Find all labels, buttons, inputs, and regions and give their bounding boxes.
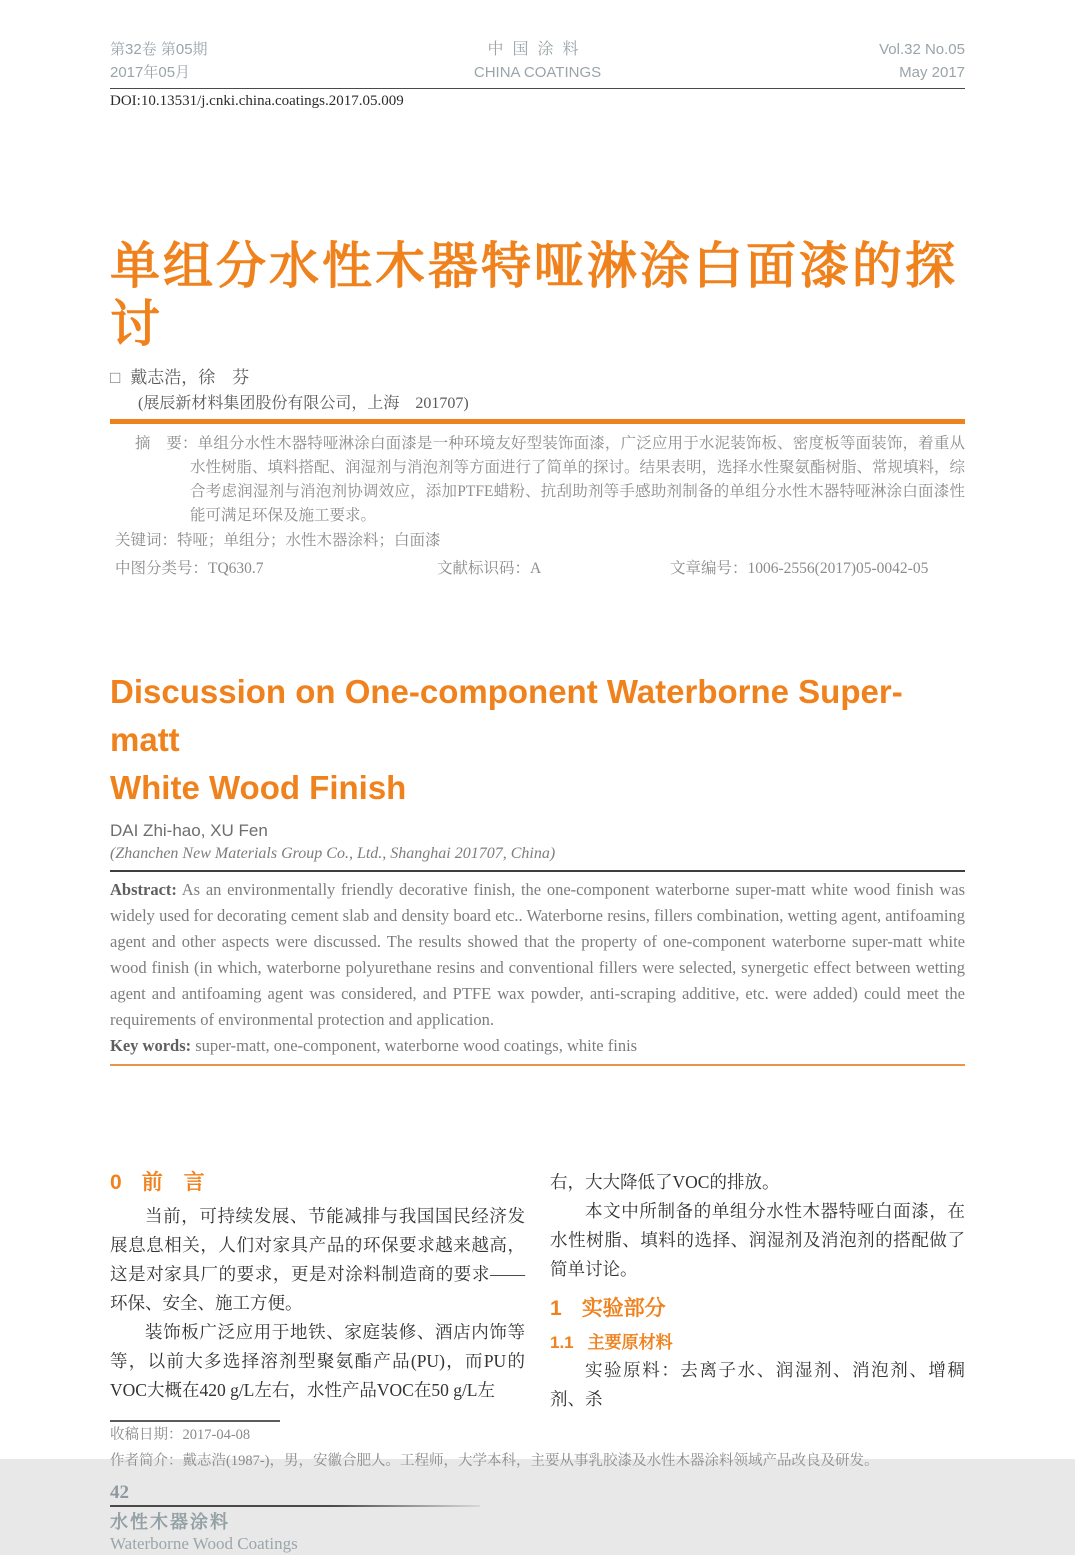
doi-text: DOI:10.13531/j.cnki.china.coatings.2017.05.009 [110,93,404,109]
paragraph-2-left: 装饰板广泛应用于地铁、家庭装修、酒店内饰等等，以前大多选择溶剂型聚氨酯产品(PU)，而PU的VOC大概在420 g/L左右，水性产品VOC在50 g/L左 [110,1322,525,1400]
article-id-value: 1006-2556(2017)05-0042-05 [747,560,929,577]
abstract-label-cn: 摘 要： [135,435,198,452]
footnote-block [110,1420,965,1474]
received-date-line [110,1422,965,1448]
clc-label: 中图分类号： [115,560,209,577]
page-number: 42 [110,1482,129,1503]
paragraph-4: 实验原料：去离子水、润湿剂、消泡剂、增稠剂、杀 [550,1360,965,1409]
title-en-line2: White Wood Finish [110,769,407,806]
abstract-text-en: As an environmentally friendly decorative finish, the one-component waterborne super-matt white wood finish was widely used for decorating cement slab and density board etc.. Waterborne resins, fillers combination, wetting agent, antifoaming agent and other aspects were discussed. The results showed that the property of one-component waterborne super-matt white wood finish (in which, waterborne polyurethane resins and conventional fillers were selected, synergetic effect between wetting agent and antifoaming agent was considered, and PTFE wax powder, anti-scraping additive, etc. were added) could meet the requirements of environmental protection and application. [110,880,965,1029]
authors-en: DAI Zhi-hao, XU Fen [110,821,268,840]
section-1-1-number: 1.1 [550,1333,574,1352]
title-divider [110,419,965,424]
header-volume-en [698,38,965,84]
doc-code [437,558,670,580]
article-title-en [110,668,965,812]
abstract-divider-bottom [110,1064,965,1066]
affiliation-cn: (展辰新材料集团股份有限公司，上海 201707) [138,395,469,412]
author-bio-line [110,1448,965,1474]
right-column [550,1168,965,1414]
abstract-label-en: Abstract: [110,880,177,899]
abstract-text-cn: 单组分水性木器特哑淋涂白面漆是一种环境友好型装饰面漆，广泛应用于水泥装饰板、密度板等面装饰，着重从水性树脂、填料搭配、润湿剂与消泡剂等方面进行了简单的探讨。结果表明，选择水性聚氨酯树脂、常规填料，综合考虑润湿剂与消泡剂协调效应，添加PTFE蜡粉、抗刮助剂等手感助剂制备的单组分水性木器特哑淋涂白面漆性能可满足环保及施工要求。 [190,435,966,524]
doc-code-label: 文献标识码： [437,560,531,577]
volume-issue-en: Vol.32 No.05 [879,41,965,58]
left-column [110,1168,525,1414]
section-heading-1-1 [550,1330,965,1356]
header-journal-name [377,38,698,84]
keywords-en [110,1033,965,1059]
received-date: 2017-04-08 [182,1427,251,1443]
date-cn: 2017年05月 [110,64,191,81]
body-columns [110,1168,965,1414]
section-1-number: 1 [550,1297,562,1320]
paragraph-1: 当前，可持续发展、节能减排与我国国民经济发展息息相关，人们对家具产品的环保要求越来越高，这是对家具厂的要求，更是对涂料制造商的要求——环保、安全、施工方便。 [110,1206,525,1313]
abstract-cn [135,432,965,528]
journal-header [110,38,965,84]
volume-issue-cn: 第32卷 第05期 [110,41,208,58]
date-en: May 2017 [899,64,965,81]
section-heading-1 [550,1294,965,1324]
section-1-1-title: 主要原材料 [587,1333,673,1352]
section-heading-0 [110,1168,525,1198]
article-id [670,558,965,580]
section-1-title: 实验部分 [581,1297,666,1320]
journal-name-en: CHINA COATINGS [473,64,602,81]
author-marker: □ [110,368,121,387]
footer-divider [110,1505,480,1507]
authors-cn [110,366,965,390]
footer-section-en: Waterborne Wood Coatings [110,1534,298,1553]
article-id-label: 文章编号： [670,560,748,577]
keywords-text-cn: 特哑；单组分；水性木器涂料；白面漆 [177,532,441,549]
clc-value: TQ630.7 [208,560,264,577]
section-0-number: 0 [110,1171,122,1194]
doc-code-value: A [530,560,542,577]
keywords-text-en: super-matt, one-component, waterborne wood coatings, white finis [191,1036,638,1055]
footer-section-cn: 水性木器涂料 [110,1512,230,1532]
classification-row [115,558,965,580]
header-divider [110,88,965,89]
paragraph-3: 本文中所制备的单组分水性木器特哑白面漆，在水性树脂、填料的选择、润湿剂及消泡剂的搭配做了简单讨论。 [550,1201,965,1279]
keywords-label-en: Key words: [110,1036,192,1055]
clc-number [115,558,437,580]
paragraph-2-right: 右，大大降低了VOC的排放。 [550,1172,780,1192]
section-0-title: 前 言 [141,1171,205,1194]
header-volume-cn [110,38,377,84]
keywords-cn [115,530,965,552]
journal-name-cn: 中国涂料 [487,41,588,58]
received-label: 收稿日期： [110,1427,183,1443]
bio-label: 作者简介： [110,1453,183,1469]
article-title-cn: 单组分水性木器特哑淋涂白面漆的探讨 [110,238,958,352]
bio-text: 戴志浩(1987-)，男，安徽合肥人。工程师，大学本科，主要从事乳胶漆及水性木器涂料领域产品改良及研发。 [182,1453,879,1469]
affiliation-en: (Zhanchen New Materials Group Co., Ltd., Shanghai 201707, China) [110,845,556,862]
title-en-line1: Discussion on One-component Waterborne Super-matt [110,673,903,758]
abstract-divider-top [110,870,965,872]
abstract-en [110,877,965,1033]
keywords-label-cn: 关键词： [115,532,178,549]
author-names-cn: 戴志浩，徐 芬 [130,368,250,387]
